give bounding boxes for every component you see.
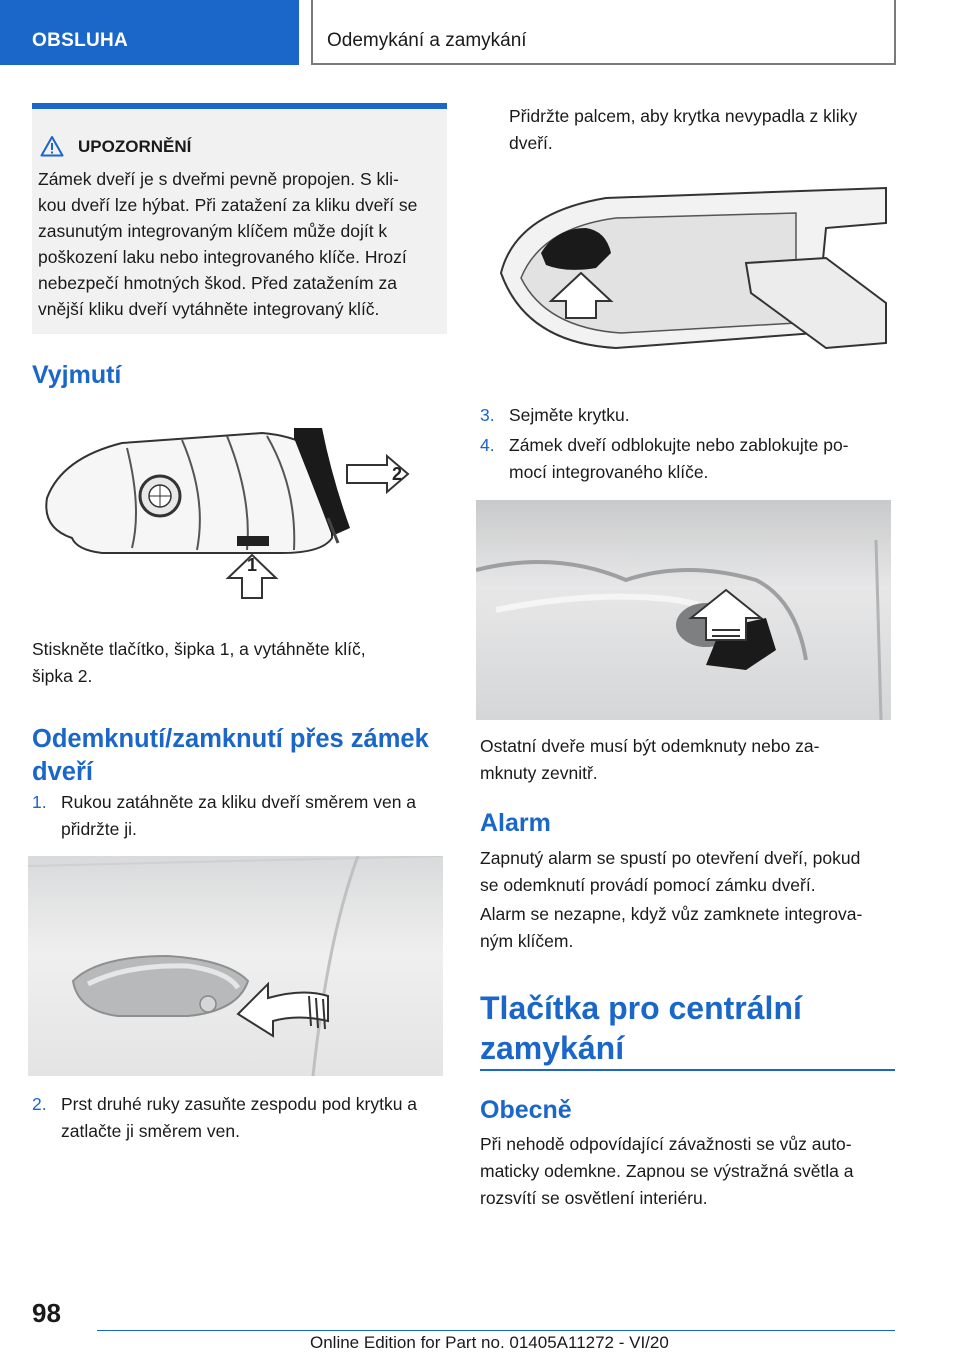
arrow-label-1: 1: [247, 555, 258, 575]
step-text: [61, 789, 446, 843]
section-tab: [0, 0, 299, 65]
section-title: OBSLUHA: [32, 30, 129, 51]
alarm-text-1: [480, 845, 895, 899]
warning-box: [32, 103, 447, 334]
footer-rule: [97, 1330, 895, 1331]
warning-line: nebezpečí hmotných škod. Před zatažením za: [38, 273, 397, 293]
text-line: dveří.: [509, 133, 553, 153]
heading-door-lock: [32, 723, 447, 789]
text-line: ným klíčem.: [480, 931, 574, 951]
heading-general: Obecně: [480, 1096, 572, 1124]
text-line: mocí integrovaného klíče.: [509, 462, 709, 482]
footer-edition: Online Edition for Part no. 01405A11272 - VI/20: [310, 1333, 669, 1352]
text-line: Přidržte palcem, aby krytka nevypadla z kliky: [509, 106, 858, 126]
warning-line: zasunutým integrovaným klíčem může dojít k: [38, 221, 388, 241]
warning-line: kou dveří lze hýbat. Při zatažení za kliku dveří se: [38, 195, 418, 215]
door-handle-illustration: [28, 856, 443, 1076]
text-line: se odemknutí provádí pomocí zámku dveří.: [480, 875, 816, 895]
text-line: Zámek dveří odblokujte nebo zablokujte po‐: [509, 435, 849, 455]
alarm-text-2: [480, 901, 895, 955]
heading-line: Odemknutí/zamknutí přes zámek: [32, 725, 429, 753]
heading-line: Tlačítka pro centrální: [480, 990, 802, 1026]
step-text: [61, 1091, 446, 1145]
text-line: zatlačte ji směrem ven.: [61, 1121, 240, 1141]
heading-central-locking: [480, 988, 895, 1068]
step-2: [32, 1091, 447, 1147]
step-number: 3.: [480, 405, 495, 425]
text-line: šipka 2.: [32, 666, 93, 686]
warning-text: [38, 166, 443, 322]
other-doors-text: [480, 733, 895, 787]
text-line: Stiskněte tlačítko, šipka 1, a vytáhněte klíč,: [32, 639, 366, 659]
key-removal-illustration: [32, 418, 447, 603]
text-line: přidržte ji.: [61, 819, 137, 839]
removal-text: [32, 636, 447, 690]
step-text: [509, 103, 894, 157]
arrow-label-2: 2: [392, 464, 403, 484]
step-1: [32, 789, 447, 845]
text-line: Při nehodě odpovídající závažnosti se vůz auto‐: [480, 1134, 852, 1154]
hold-instruction: [480, 103, 895, 159]
heading-alarm: Alarm: [480, 809, 551, 837]
step-4: [480, 432, 895, 488]
warning-triangle-icon: [40, 135, 64, 157]
warning-line: poškození laku nebo integrovaného klíče. Hrozí: [38, 247, 407, 267]
text-line: Rukou zatáhněte za kliku dveří směrem ven a: [61, 792, 417, 812]
text-line: rozsvítí se osvětlení interiéru.: [480, 1188, 708, 1208]
step-number: 1.: [32, 792, 47, 812]
text-line: Ostatní dveře musí být odemknuty nebo za‐: [480, 736, 820, 756]
key-in-lock-illustration: [476, 500, 891, 720]
text-line: mknuty zevnitř.: [480, 763, 598, 783]
warning-line: Zámek dveří je s dveřmi pevně propojen. S kli‐: [38, 169, 399, 189]
step-3: [480, 402, 895, 430]
text-line: Prst druhé ruky zasuňte zespodu pod krytku a: [61, 1094, 418, 1114]
step-number: 4.: [480, 435, 495, 455]
page-number: 98: [32, 1298, 61, 1328]
warning-line: vnější kliku dveří vytáhněte integrovaný klíč.: [38, 299, 380, 319]
heading-line: dveří: [32, 758, 93, 786]
step-text: [509, 402, 894, 429]
heading-line: zamykání: [480, 1030, 625, 1066]
heading-rule: [480, 1069, 895, 1071]
text-line: Alarm se nezapne, když vůz zamknete integrova‐: [480, 904, 863, 924]
chapter-title: Odemykání a zamykání: [327, 30, 527, 51]
text-line: maticky odemkne. Zapnou se výstražná světla a: [480, 1161, 854, 1181]
step-number: 2.: [32, 1094, 47, 1114]
cover-removal-illustration: [496, 183, 891, 353]
general-text: [480, 1131, 895, 1212]
text-line: Sejměte krytku.: [509, 405, 630, 425]
warning-title: UPOZORNĚNÍ: [78, 137, 192, 156]
text-line: Zapnutý alarm se spustí po otevření dveří, pokud: [480, 848, 861, 868]
chapter-header: [311, 0, 896, 65]
heading-removal: Vyjmutí: [32, 361, 122, 389]
step-text: [509, 432, 894, 486]
